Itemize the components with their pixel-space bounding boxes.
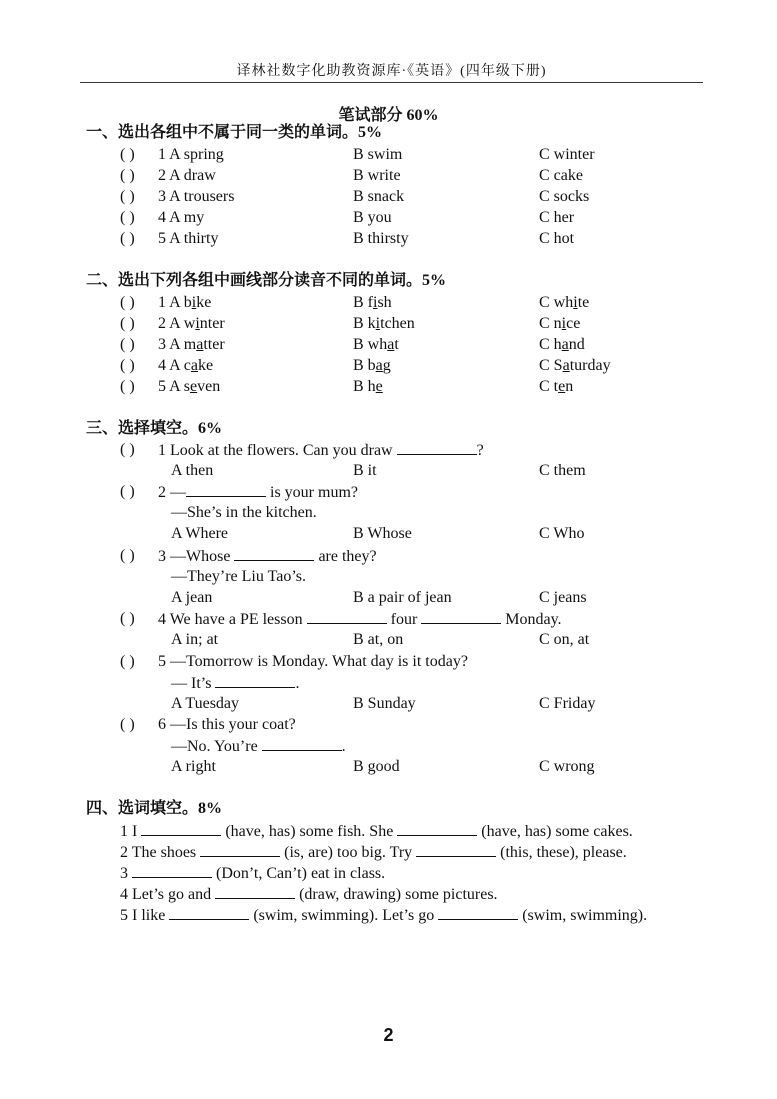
answer-blank[interactable] bbox=[421, 609, 501, 624]
answer-paren[interactable]: ( ) bbox=[120, 441, 135, 458]
option-b: B write bbox=[353, 167, 401, 184]
answer-blank[interactable] bbox=[200, 842, 280, 857]
option-c: C Who bbox=[539, 525, 585, 542]
page-number: 2 bbox=[383, 1025, 394, 1045]
answer-blank[interactable] bbox=[397, 440, 477, 455]
option-b: B at, on bbox=[353, 631, 404, 648]
option-a: A Where bbox=[171, 525, 229, 542]
answer-paren[interactable]: ( ) bbox=[120, 315, 135, 332]
answer-paren[interactable]: ( ) bbox=[120, 357, 135, 374]
option-b: B snack bbox=[353, 188, 405, 205]
answer-paren[interactable]: ( ) bbox=[120, 146, 135, 163]
option-b: B bag bbox=[353, 357, 391, 374]
option-a: 4 A cake bbox=[158, 357, 214, 374]
option-a: A jean bbox=[171, 589, 213, 606]
option-a: 2 A draw bbox=[158, 167, 216, 184]
option-b: B Whose bbox=[353, 525, 412, 542]
fill-item: 1 I (have, has) some fish. She (have, has) some cakes. bbox=[120, 823, 633, 840]
option-b: B you bbox=[353, 209, 392, 226]
answer-blank[interactable] bbox=[215, 884, 295, 899]
answer-blank[interactable] bbox=[141, 821, 221, 836]
option-a: 4 A my bbox=[158, 209, 205, 226]
option-b: B thirsty bbox=[353, 230, 409, 247]
option-c: C ten bbox=[539, 378, 574, 395]
option-a: A right bbox=[171, 758, 216, 775]
option-c: C her bbox=[539, 209, 575, 226]
section-3-title: 三、选择填空。6% bbox=[86, 420, 223, 437]
option-c: C wrong bbox=[539, 758, 595, 775]
option-b: B swim bbox=[353, 146, 403, 163]
answer-paren[interactable]: ( ) bbox=[120, 547, 135, 564]
option-a: 1 A spring bbox=[158, 146, 224, 163]
question-text: 6 —Is this your coat? bbox=[158, 716, 296, 733]
option-c: C Friday bbox=[539, 695, 596, 712]
fill-item: 2 The shoes (is, are) too big. Try (this, these), please. bbox=[120, 844, 627, 861]
question-text: 1 Look at the flowers. Can you draw ? bbox=[158, 442, 484, 459]
option-b: B he bbox=[353, 378, 383, 395]
option-a: 1 A bike bbox=[158, 294, 212, 311]
question-response: — It’s . bbox=[171, 675, 300, 692]
option-c: C socks bbox=[539, 188, 590, 205]
answer-paren[interactable]: ( ) bbox=[120, 378, 135, 395]
question-text: 3 —Whose are they? bbox=[158, 548, 377, 565]
question-response: —They’re Liu Tao’s. bbox=[171, 568, 306, 585]
option-c: C nice bbox=[539, 315, 581, 332]
answer-blank[interactable] bbox=[416, 842, 496, 857]
question-text: 2 — is your mum? bbox=[158, 484, 358, 501]
option-c: C them bbox=[539, 462, 586, 479]
option-c: C hot bbox=[539, 230, 575, 247]
answer-paren[interactable]: ( ) bbox=[120, 483, 135, 500]
option-b: B it bbox=[353, 462, 377, 479]
answer-blank[interactable] bbox=[307, 609, 387, 624]
question-text: 4 We have a PE lesson four Monday. bbox=[158, 611, 562, 628]
option-c: C white bbox=[539, 294, 590, 311]
option-a: 5 A seven bbox=[158, 378, 221, 395]
answer-blank[interactable] bbox=[215, 673, 295, 688]
header-rule bbox=[80, 82, 703, 83]
option-b: B a pair of jean bbox=[353, 589, 452, 606]
section-4-title: 四、选词填空。8% bbox=[86, 800, 223, 817]
option-a: A Tuesday bbox=[171, 695, 240, 712]
fill-item: 5 I like (swim, swimming). Let’s go (swim, swimming). bbox=[120, 907, 648, 924]
answer-paren[interactable]: ( ) bbox=[120, 188, 135, 205]
option-b: B Sunday bbox=[353, 695, 416, 712]
option-a: A in; at bbox=[171, 631, 219, 648]
answer-blank[interactable] bbox=[438, 905, 518, 920]
option-c: C cake bbox=[539, 167, 583, 184]
section-2-title: 二、选出下列各组中画线部分读音不同的单词。5% bbox=[86, 272, 447, 289]
option-c: C jeans bbox=[539, 589, 587, 606]
option-a: A then bbox=[171, 462, 214, 479]
answer-paren[interactable]: ( ) bbox=[120, 716, 135, 733]
answer-paren[interactable]: ( ) bbox=[120, 209, 135, 226]
option-a: 2 A winter bbox=[158, 315, 225, 332]
question-response: —She’s in the kitchen. bbox=[171, 504, 317, 521]
answer-paren[interactable]: ( ) bbox=[120, 610, 135, 627]
question-response: —No. You’re . bbox=[171, 738, 346, 755]
option-c: C Saturday bbox=[539, 357, 611, 374]
fill-item: 4 Let’s go and (draw, drawing) some pictures. bbox=[120, 886, 498, 903]
answer-blank[interactable] bbox=[169, 905, 249, 920]
option-c: C hand bbox=[539, 336, 585, 353]
option-b: B what bbox=[353, 336, 399, 353]
option-a: 3 A matter bbox=[158, 336, 225, 353]
option-a: 3 A trousers bbox=[158, 188, 235, 205]
fill-item: 3 (Don’t, Can’t) eat in class. bbox=[120, 865, 386, 882]
option-b: B fish bbox=[353, 294, 392, 311]
question-text: 5 —Tomorrow is Monday. What day is it today? bbox=[158, 653, 468, 670]
answer-blank[interactable] bbox=[397, 821, 477, 836]
section-1-title: 一、选出各组中不属于同一类的单词。5% bbox=[86, 124, 383, 141]
option-b: B good bbox=[353, 758, 400, 775]
answer-paren[interactable]: ( ) bbox=[120, 653, 135, 670]
answer-blank[interactable] bbox=[262, 736, 342, 751]
answer-paren[interactable]: ( ) bbox=[120, 167, 135, 184]
answer-blank[interactable] bbox=[132, 863, 212, 878]
page-header: 译林社数字化助教资源库·《英语》(四年级下册) bbox=[236, 64, 547, 79]
answer-paren[interactable]: ( ) bbox=[120, 230, 135, 247]
answer-paren[interactable]: ( ) bbox=[120, 294, 135, 311]
answer-blank[interactable] bbox=[234, 546, 314, 561]
option-a: 5 A thirty bbox=[158, 230, 219, 247]
option-c: C on, at bbox=[539, 631, 590, 648]
answer-blank[interactable] bbox=[186, 482, 266, 497]
main-title: 笔试部分 60% bbox=[338, 107, 439, 124]
option-c: C winter bbox=[539, 146, 595, 163]
option-b: B kitchen bbox=[353, 315, 415, 332]
answer-paren[interactable]: ( ) bbox=[120, 336, 135, 353]
